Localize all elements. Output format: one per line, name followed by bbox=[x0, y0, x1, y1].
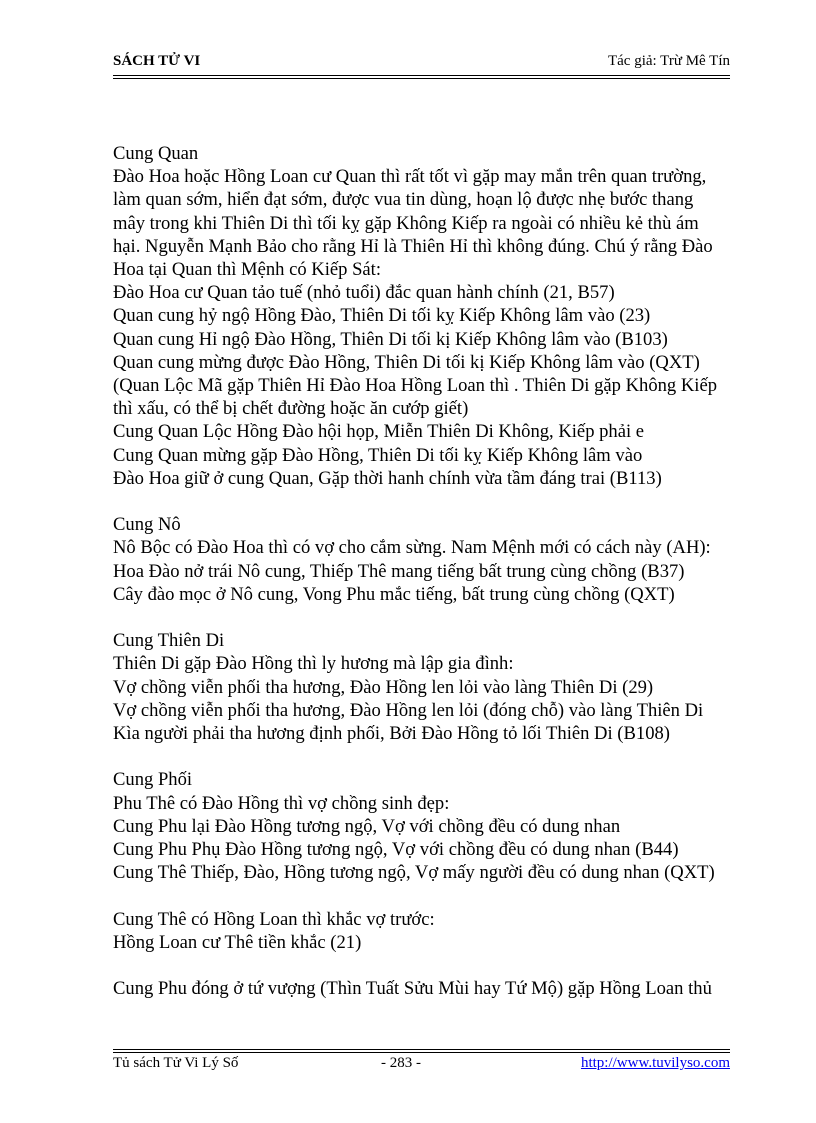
text-line: Hồng Loan cư Thê tiền khắc (21) bbox=[113, 931, 362, 953]
text-line: Cung Phu lại Đào Hồng tương ngộ, Vợ với chồng đều có dung nhan bbox=[113, 815, 621, 837]
section-cung-no bbox=[113, 513, 733, 606]
section-heading: Cung Phối bbox=[113, 769, 193, 791]
text-line: Đào Hoa cư Quan tảo tuế (nhỏ tuổi) đắc quan hành chính (21, B57) bbox=[113, 282, 615, 304]
text-line: Quan cung hỷ ngộ Hồng Đào, Thiên Di tối kỵ Kiếp Không lâm vào (23) bbox=[113, 305, 651, 327]
footer-divider bbox=[113, 1049, 730, 1053]
header-divider bbox=[113, 75, 730, 79]
text-line: Cung Thê Thiếp, Đào, Hồng tương ngộ, Vợ mấy người đều có dung nhan (QXT) bbox=[113, 862, 715, 884]
page-number: - 283 - bbox=[381, 1055, 421, 1071]
text-line: Hoa Đào nở trái Nô cung, Thiếp Thê mang tiếng bất trung cùng chồng (B37) bbox=[113, 560, 685, 582]
collection-name: Tủ sách Tử Vi Lý Số bbox=[113, 1055, 239, 1071]
text-line: Cung Phu đóng ở tứ vượng (Thìn Tuất Sửu Mùi hay Tứ Mộ) gặp Hồng Loan thủ bbox=[113, 978, 712, 1000]
section-heading: Cung Thiên Di bbox=[113, 630, 225, 652]
text-line: Quan cung mừng được Đào Hồng, Thiên Di tối kị Kiếp Không lâm vào (QXT) bbox=[113, 351, 700, 373]
text-line: Hoa tại Quan thì Mệnh có Kiếp Sát: bbox=[113, 259, 382, 281]
text-line: Đào Hoa hoặc Hồng Loan cư Quan thì rất tốt vì gặp may mắn trên quan trường, bbox=[113, 166, 707, 188]
section-heading: Cung Nô bbox=[113, 514, 181, 536]
text-line: Kìa người phải tha hương định phối, Bởi Đào Hồng tỏ lối Thiên Di (B108) bbox=[113, 723, 670, 745]
text-line: Quan cung Hỉ ngộ Đào Hồng, Thiên Di tối kị Kiếp Không lâm vào (B103) bbox=[113, 328, 668, 350]
section-cung-phoi bbox=[113, 768, 733, 884]
text-line: Phu Thê có Đào Hồng thì vợ chồng sinh đẹp: bbox=[113, 792, 450, 814]
text-line: Cung Quan Lộc Hồng Đào hội họp, Miễn Thiên Di Không, Kiếp phải e bbox=[113, 421, 645, 443]
author-credit: Tác giả: Trừ Mê Tín bbox=[607, 53, 730, 69]
text-line: mây trong khi Thiên Di thì tối kỵ gặp Không Kiếp ra ngoài có nhiều kẻ thù ám bbox=[113, 212, 699, 234]
text-line: làm quan sớm, hiển đạt sớm, được vua tin dùng, hoạn lộ được nhẹ bước thang bbox=[113, 189, 694, 211]
text-line: Vợ chồng viễn phối tha hương, Đào Hồng len lỏi vào làng Thiên Di (29) bbox=[113, 676, 654, 698]
text-line: Cung Thê có Hồng Loan thì khắc vợ trước: bbox=[113, 908, 435, 930]
text-line: Cung Phu Phụ Đào Hồng tương ngộ, Vợ với chồng đều có dung nhan (B44) bbox=[113, 839, 679, 861]
page-body bbox=[113, 142, 733, 1024]
text-line: Thiên Di gặp Đào Hồng thì ly hương mà lập gia đình: bbox=[113, 653, 514, 675]
website-link[interactable]: http://www.tuvilyso.com bbox=[580, 1055, 730, 1071]
text-line: hại. Nguyễn Mạnh Bảo cho rằng Hỉ là Thiên Hỉ thì không đúng. Chú ý rằng Đào bbox=[113, 235, 713, 257]
section-cung-thien-di bbox=[113, 629, 733, 745]
text-line: thì xấu, có thể bị chết đường hoặc ăn cướp giết) bbox=[113, 398, 469, 420]
page-header bbox=[113, 53, 730, 75]
text-line: Cây đào mọc ở Nô cung, Vong Phu mắc tiếng, bất trung cùng chồng (QXT) bbox=[113, 583, 675, 605]
text-line: (Quan Lộc Mã gặp Thiên Hỉ Đào Hoa Hồng Loan thì . Thiên Di gặp Không Kiếp bbox=[113, 375, 717, 397]
text-line: Cung Quan mừng gặp Đào Hồng, Thiên Di tối kỵ Kiếp Không lâm vào bbox=[113, 444, 643, 466]
book-title: SÁCH TỬ VI bbox=[113, 53, 201, 69]
section-cung-phu bbox=[113, 977, 733, 1000]
text-line: Đào Hoa giữ ở cung Quan, Gặp thời hanh chính vừa tầm đáng trai (B113) bbox=[113, 467, 662, 489]
text-line: Vợ chồng viễn phối tha hương, Đào Hồng len lỏi (đóng chỗ) vào làng Thiên Di bbox=[113, 699, 704, 721]
section-heading: Cung Quan bbox=[113, 143, 199, 164]
page-footer bbox=[113, 1055, 730, 1075]
section-cung-the bbox=[113, 908, 733, 954]
section-cung-quan bbox=[113, 142, 733, 490]
text-line: Nô Bộc có Đào Hoa thì có vợ cho cắm sừng. Nam Mệnh mới có cách này (AH): bbox=[113, 537, 711, 559]
